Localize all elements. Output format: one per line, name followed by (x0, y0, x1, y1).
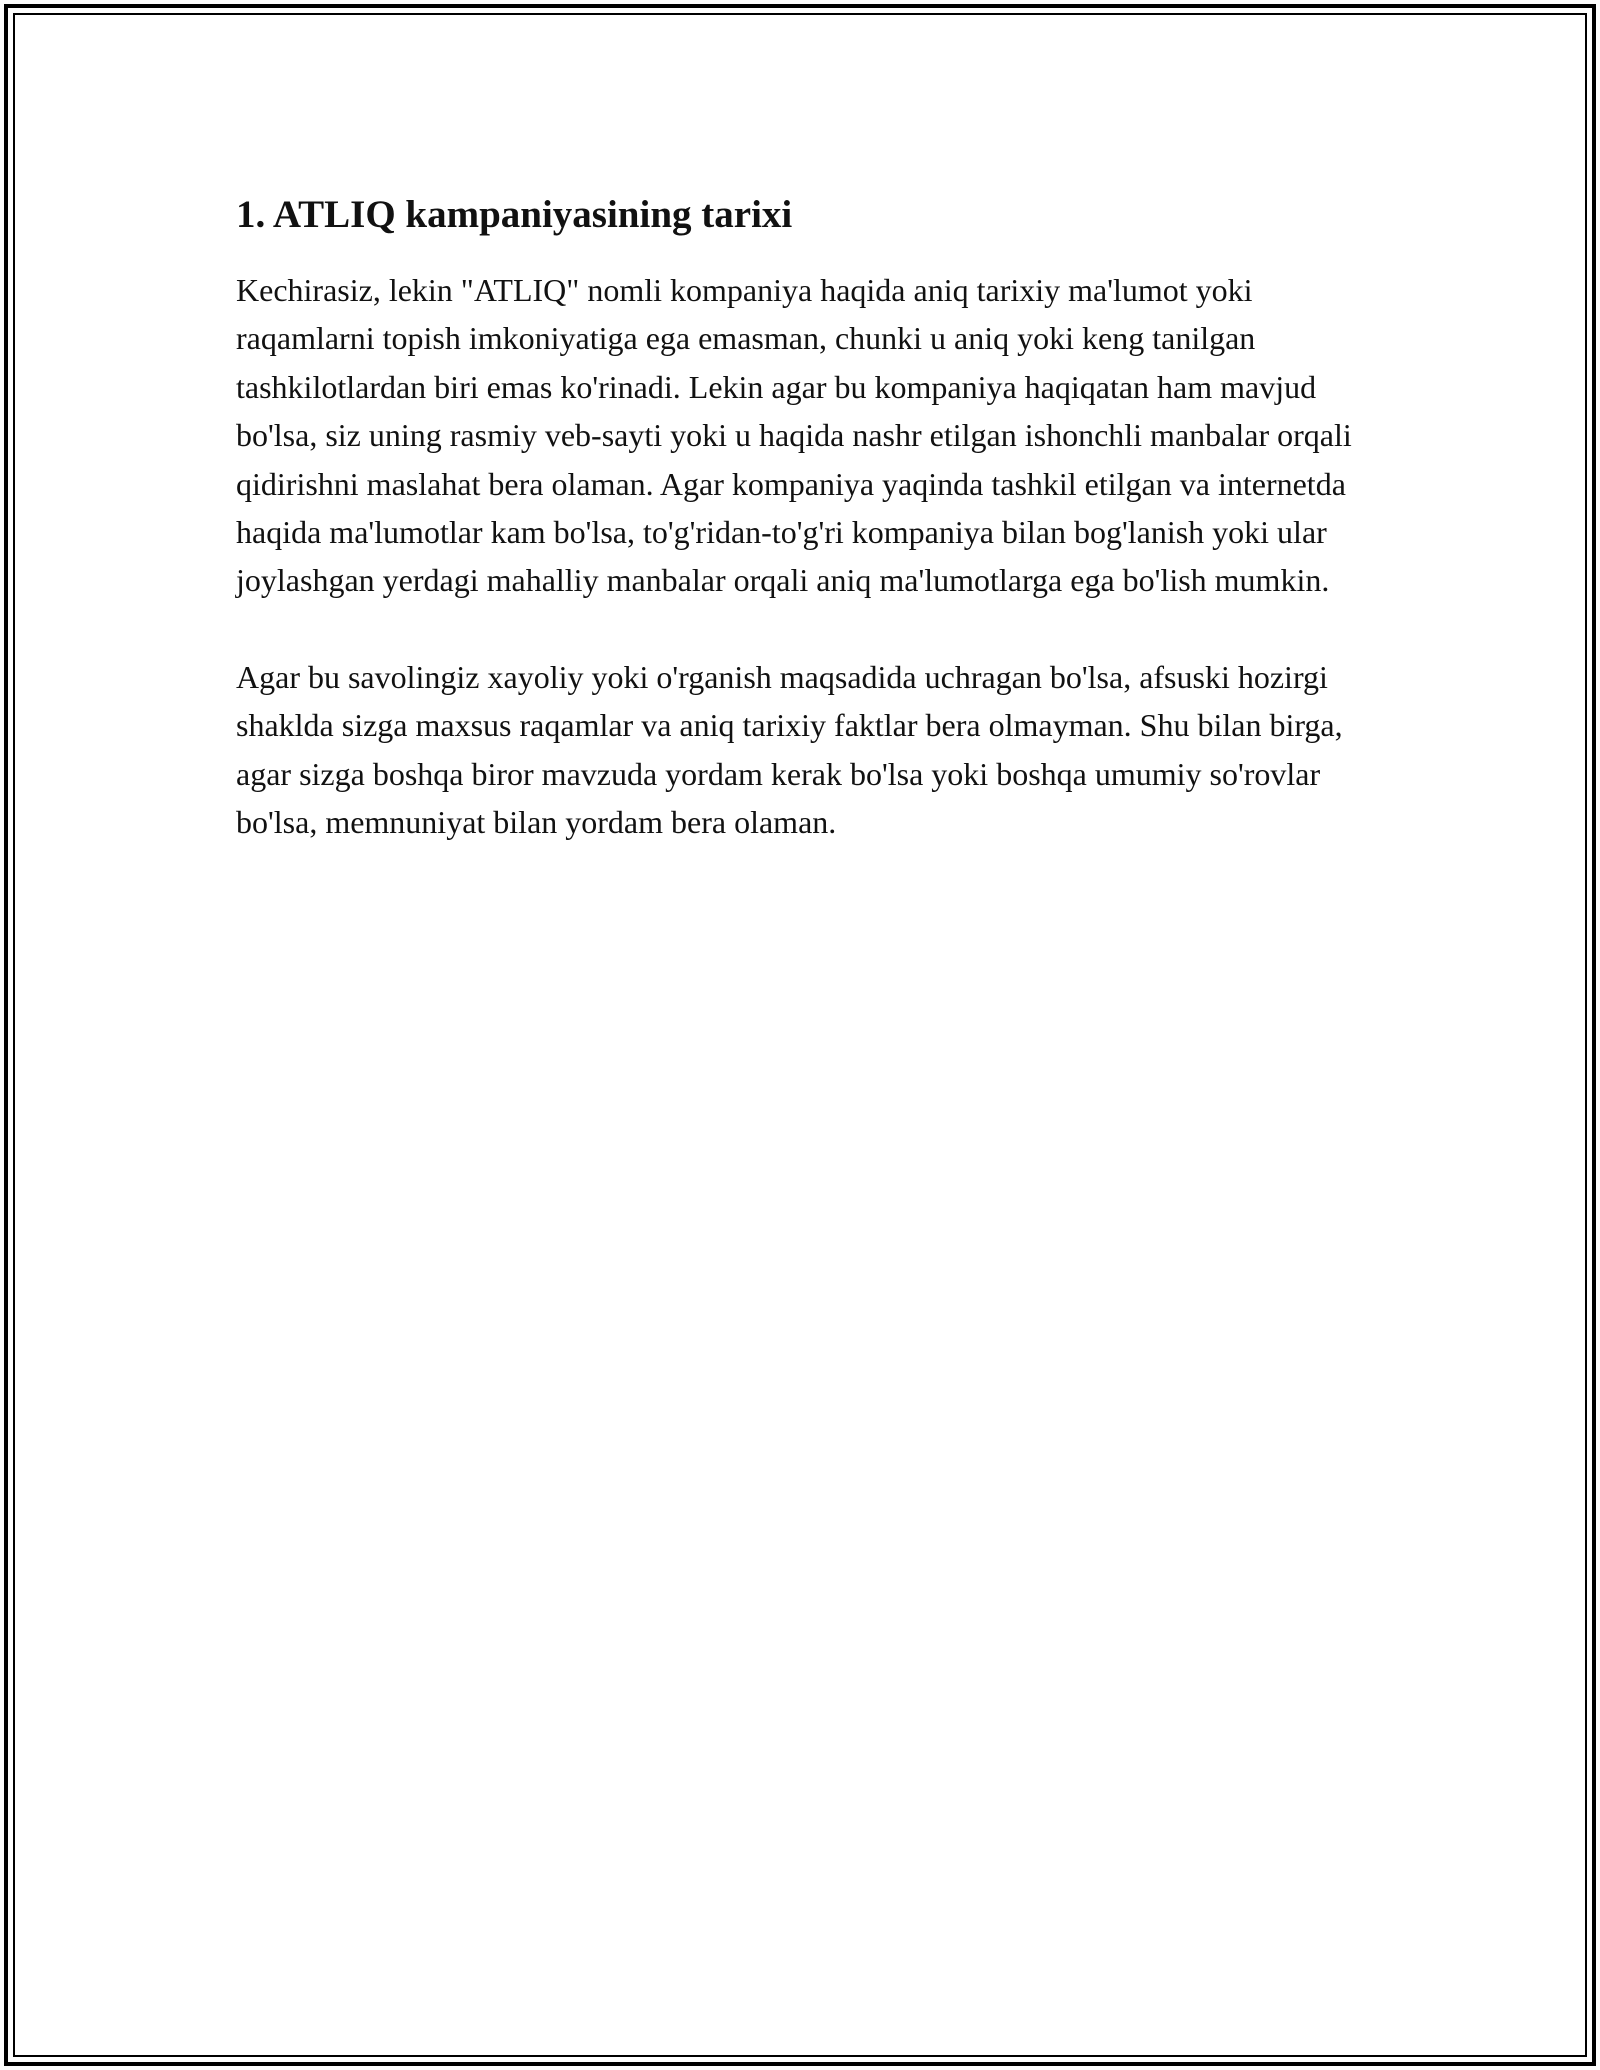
section-heading: 1. ATLIQ kampaniyasining tarixi (236, 193, 793, 236)
paragraph: Agar bu savolingiz xayoliy yoki o'rganish maqsadida uchragan bo'lsa, afsuski hozirgi shaklda sizga maxsus raqamlar va aniq tarixiy faktlar bera olmayman. Shu bilan birga, agar sizga boshqa biror mavzuda yordam kerak bo'lsa yoki boshqa umumiy so'rovlar bo'lsa, memnuniyat bilan yordam bera olaman. (236, 658, 1343, 841)
document-body (236, 190, 1376, 846)
paragraph: Kechirasiz, lekin "ATLIQ" nomli kompaniya haqida aniq tarixiy ma'lumot yoki raqamlarni topish imkoniyatiga ega emasman, chunki u aniq yoki keng tanilgan tashkilotlardan biri emas ko'rinadi. Lekin agar bu kompaniya haqiqatan ham mavjud bo'lsa, siz uning rasmiy veb-sayti yoki u haqida nashr etilgan ishonchli manbalar orqali qidirishni maslahat bera olaman. Agar kompaniya yaqinda tashkil etilgan va internetda haqida ma'lumotlar kam bo'lsa, to'g'ridan-to'g'ri kompaniya bilan bog'lanish yoki ular joylashgan yerdagi mahalliy manbalar orqali aniq ma'lumotlarga ega bo'lish mumkin. (236, 272, 1352, 599)
